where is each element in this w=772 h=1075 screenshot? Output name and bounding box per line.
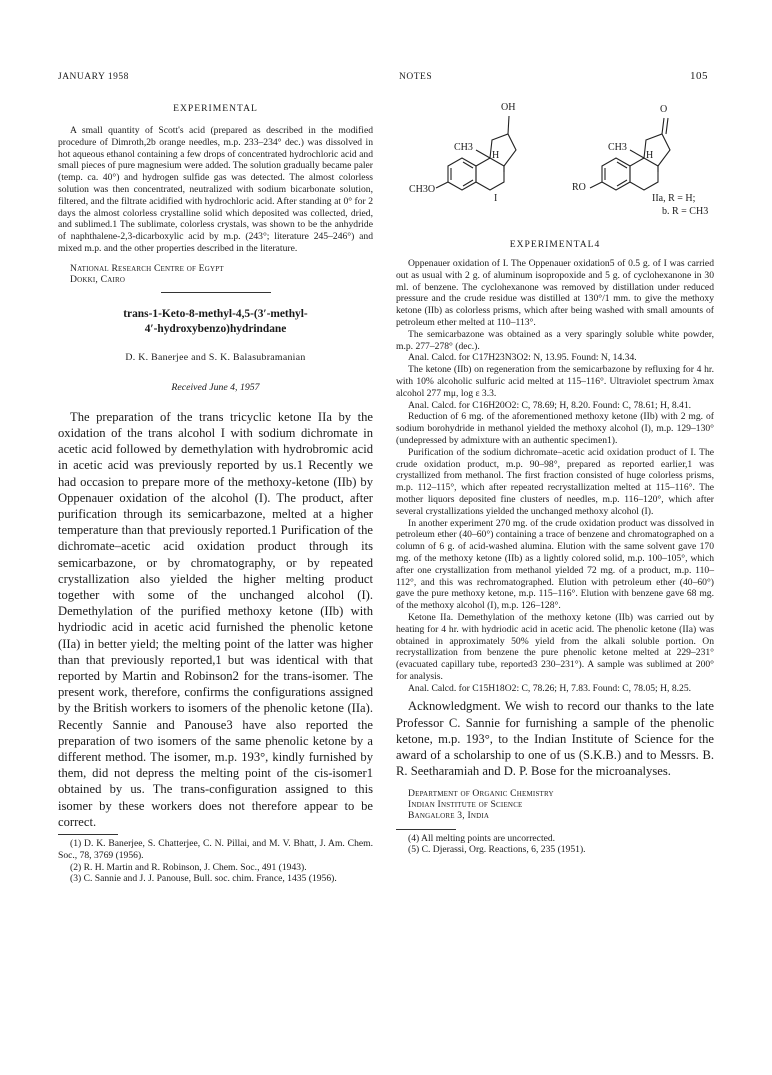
received-date: Received June 4, 1957 bbox=[171, 381, 260, 393]
footnote-1: (1) D. K. Banerjee, S. Chatterjee, C. N. Pillai, and M. V. Bhatt, J. Am. Chem. Soc., 78, 3769 (1956). bbox=[58, 838, 373, 861]
footnote-rule-right bbox=[396, 829, 456, 830]
running-date: JANUARY 1958 bbox=[58, 72, 129, 82]
left-column bbox=[58, 103, 373, 885]
ketone-iia-paragraph: Ketone IIa. Demethylation of the methoxy ketone (IIb) was carried out by heating for 4 hr. with hydriodic acid in acetic acid. The phenolic ketone (IIa) was obtained in approximately 50% yield from the alkali soluble portion. On recrystallization from benzene the pure phenolic ketone melted at 229–231° (evacuated capillary tube, reported3 230–231°). A sample was sublimed at 200° for analysis. bbox=[396, 611, 714, 682]
purification-paragraph: Purification of the sodium dichromate–acetic acid oxidation product of I. The crude oxidation product, m.p. 90–98°, prepared as reported earlier,1 was crystallized from methanol. The first fraction consisted of huge colorless prisms, m.p. 112–115°, which after repeated recrystallization melted at 115–116°. The mother liquors deposited fine clusters of needles, m.p. 116–120°, which after several crystallizations yielded the unchanged methoxy alcohol (I). bbox=[396, 446, 714, 517]
compound-iia-label: IIa, R = H; bbox=[652, 193, 696, 204]
article-title-line-2: 4′-hydroxybenzo)hydrindane bbox=[144, 322, 287, 335]
footnote-rule bbox=[58, 834, 118, 835]
semicarbazone-paragraph: The semicarbazone was obtained as a very sparingly soluble white powder, m.p. 277–278° (dec.). bbox=[396, 328, 714, 352]
affiliation-dept: Department of Organic Chemistry bbox=[408, 787, 554, 799]
chromatography-paragraph: In another experiment 270 mg. of the crude oxidation product was dissolved in petroleum ether (40–60°) containing a trace of benzene and chromatographed on a column of 6 g. of acid-washed alumina. Elution with the same solvent gave 170 mg. of the methoxy ketone (IIb) as a lightly colored solid, m.p. 100–105°, which after one crystallization from methanol yielded 72 mg. of a product, m.p. 110–112°, and this was rechromatographed. Elution with petroleum ether (40–60°) gave the pure methoxy ketone, m.p. 115–116°. Elution with benzene gave 68 mg. of the methoxy alcohol (I), m.p. 126–128°. bbox=[396, 517, 714, 612]
right-column bbox=[396, 239, 714, 856]
article-title bbox=[58, 307, 373, 337]
experimental-heading-right: EXPERIMENTAL4 bbox=[509, 239, 601, 250]
methyl-label-i: CH3 bbox=[454, 142, 473, 153]
chemical-structures bbox=[396, 96, 714, 226]
ro-label: RO bbox=[572, 182, 586, 193]
footnote-3: (3) C. Sannie and J. J. Panouse, Bull. soc. chim. France, 1435 (1956). bbox=[70, 873, 337, 885]
acknowledgment: Acknowledgment. We wish to record our thanks to the late Professor C. Sannie for furnishing a sample of the phenolic ketone, m.p. 193°, to the Indian Institute of Science for the award of a scholarship to one of us (S.K.B.) and to Messrs. B. R. Seetharamiah and D. P. Bose for the microanalyses. bbox=[396, 699, 714, 779]
running-section: NOTES bbox=[399, 72, 433, 82]
affiliation-line-1: National Research Centre of Egypt bbox=[70, 262, 224, 274]
oh-label: OH bbox=[501, 102, 516, 113]
h-label-ii: H bbox=[646, 150, 654, 161]
footnote-5: (5) C. Djerassi, Org. Reactions, 6, 235 (1951). bbox=[408, 844, 586, 856]
footnote-2: (2) R. H. Martin and R. Robinson, J. Chem. Soc., 491 (1943). bbox=[70, 861, 307, 873]
methyl-label-ii: CH3 bbox=[608, 142, 627, 153]
analysis-3: Anal. Calcd. for C15H18O2: C, 78.26; H, 7.83. Found: C, 78.05; H, 8.25. bbox=[408, 682, 692, 694]
h-label-i: H bbox=[492, 150, 500, 161]
affiliation-city: Bangalore 3, India bbox=[408, 809, 490, 821]
article-authors: D. K. Banerjee and S. K. Balasubramanian bbox=[125, 351, 306, 363]
compound-i-label: I bbox=[494, 193, 498, 204]
methoxy-label: CH3O bbox=[409, 184, 436, 195]
footnote-4: (4) All melting points are uncorrected. bbox=[408, 832, 556, 844]
article-body: The preparation of the trans tricyclic ketone IIa by the oxidation of the trans alcohol I with sodium dichromate in acetic acid followed by demethylation with hydrobromic acid in acetic acid was previously reported by us.1 Recently we had occasion to prepare more of the methoxy-ketone (IIb) by Oppenauer oxidation of the alcohol (I). The product, after purification through its semicarbazone, melted at a higher temperature than that previously reported.1 Purification of the dichromate–acetic acid oxidation product through its semicarbazone, or by chromatography, or by repeated crystallization also yielded the higher melting product together with some of the unchanged alcohol (I). Demethylation of the purified methoxy ketone (IIb) with hydriodic acid in acetic acid furnished the phenolic ketone (IIa) in better yield; the melting point of the latter was higher than that previously reported,1 but was identical with that reported by Martin and Robinson2 for the trans-isomer. The present work, therefore, confirms the configurations assigned by the British workers to isomers of the phenolic ketone (IIa). Recently Sannie and Panouse3 have also reported the preparation of two isomers of the same phenolic ketone by a different method. The isomer, m.p. 193°, kindly furnished by them, did not depress the melting point of the cis-isomer1 obtained by us. The trans-configuration assigned to this isomer by these workers does not therefore appear to be correct. bbox=[58, 409, 373, 829]
analysis-1: Anal. Calcd. for C17H23N3O2: N, 13.95. Found: N, 14.34. bbox=[408, 352, 637, 364]
analysis-2: Anal. Calcd. for C16H20O2: C, 78.69; H, 8.20. Found: C, 78.61; H, 8.41. bbox=[408, 399, 692, 411]
article-title-line-1: trans-1-Keto-8-methyl-4,5-(3′-methyl- bbox=[123, 307, 308, 320]
ketone-regeneration-paragraph: The ketone (IIb) on regeneration from the semicarbazone by refluxing for 4 hr. with 10% alcoholic sulfuric acid melted at 115–116°. Ultraviolet spectrum λmax alcohol 277 mμ, log ε 3.3. bbox=[396, 364, 714, 399]
footnotes-left bbox=[58, 834, 373, 885]
footnotes-right bbox=[396, 829, 714, 857]
affiliation-institute: Indian Institute of Science bbox=[408, 798, 523, 810]
page-number: 105 bbox=[690, 70, 708, 82]
reduction-paragraph: Reduction of 6 mg. of the aforementioned methoxy ketone (IIb) with 2 mg. of sodium borohydride in methanol yielded the methoxy alcohol (I), m.p. 129–130° (undepressed by admixture with an authentic specimen1). bbox=[396, 411, 714, 446]
experimental-paragraph-left: A small quantity of Scott's acid (prepared as described in the modified procedure of Dimroth,2b orange needles, m.p. 233–234° dec.) was dissolved in hot aqueous ethanol containing a few drops of concentrated hydrochloric acid and small pieces of pure magnesium were added. The solution gradually became paler (temp. ca. 40°) and hydrogen sulfide gas was detected. The almost colorless solution was then concentrated, neutralized with sodium bicarbonate solution, filtered, and the filtrate acidified with hydrochloric acid. After standing at 0° for 2 days the almost colorless crystalline solid which deposited was collected, dried, and sublimed.1 The sublimate, colorless crystals, was shown to be the anhydride of naphthalene-2,3-dicarboxylic acid by m.p. (243°; literature 245–246°) and mixed m.p. and the other properties described in the literature. bbox=[58, 125, 373, 254]
oppenauer-paragraph: Oppenauer oxidation of I. The Oppenauer oxidation5 of 0.5 g. of I was carried out as usual with 2 g. of aluminum isopropoxide and 5 g. of cyclohexanone in 30 ml. of benzene. The cyclohexanone was removed by distillation under reduced pressure and the crude residue was distilled at 130°/1 mm. to give the methoxy ketone (IIb) as colorless prisms, which after being washed with small amounts of petroleum ether melted at 110–113°. bbox=[396, 258, 714, 328]
experimental-heading-left: EXPERIMENTAL bbox=[173, 103, 258, 114]
affiliation-line-2: Dokki, Cairo bbox=[70, 273, 126, 285]
compound-iib-label: b. R = CH3 bbox=[662, 206, 709, 217]
ketone-o-label: O bbox=[660, 104, 668, 115]
section-divider bbox=[161, 292, 271, 293]
